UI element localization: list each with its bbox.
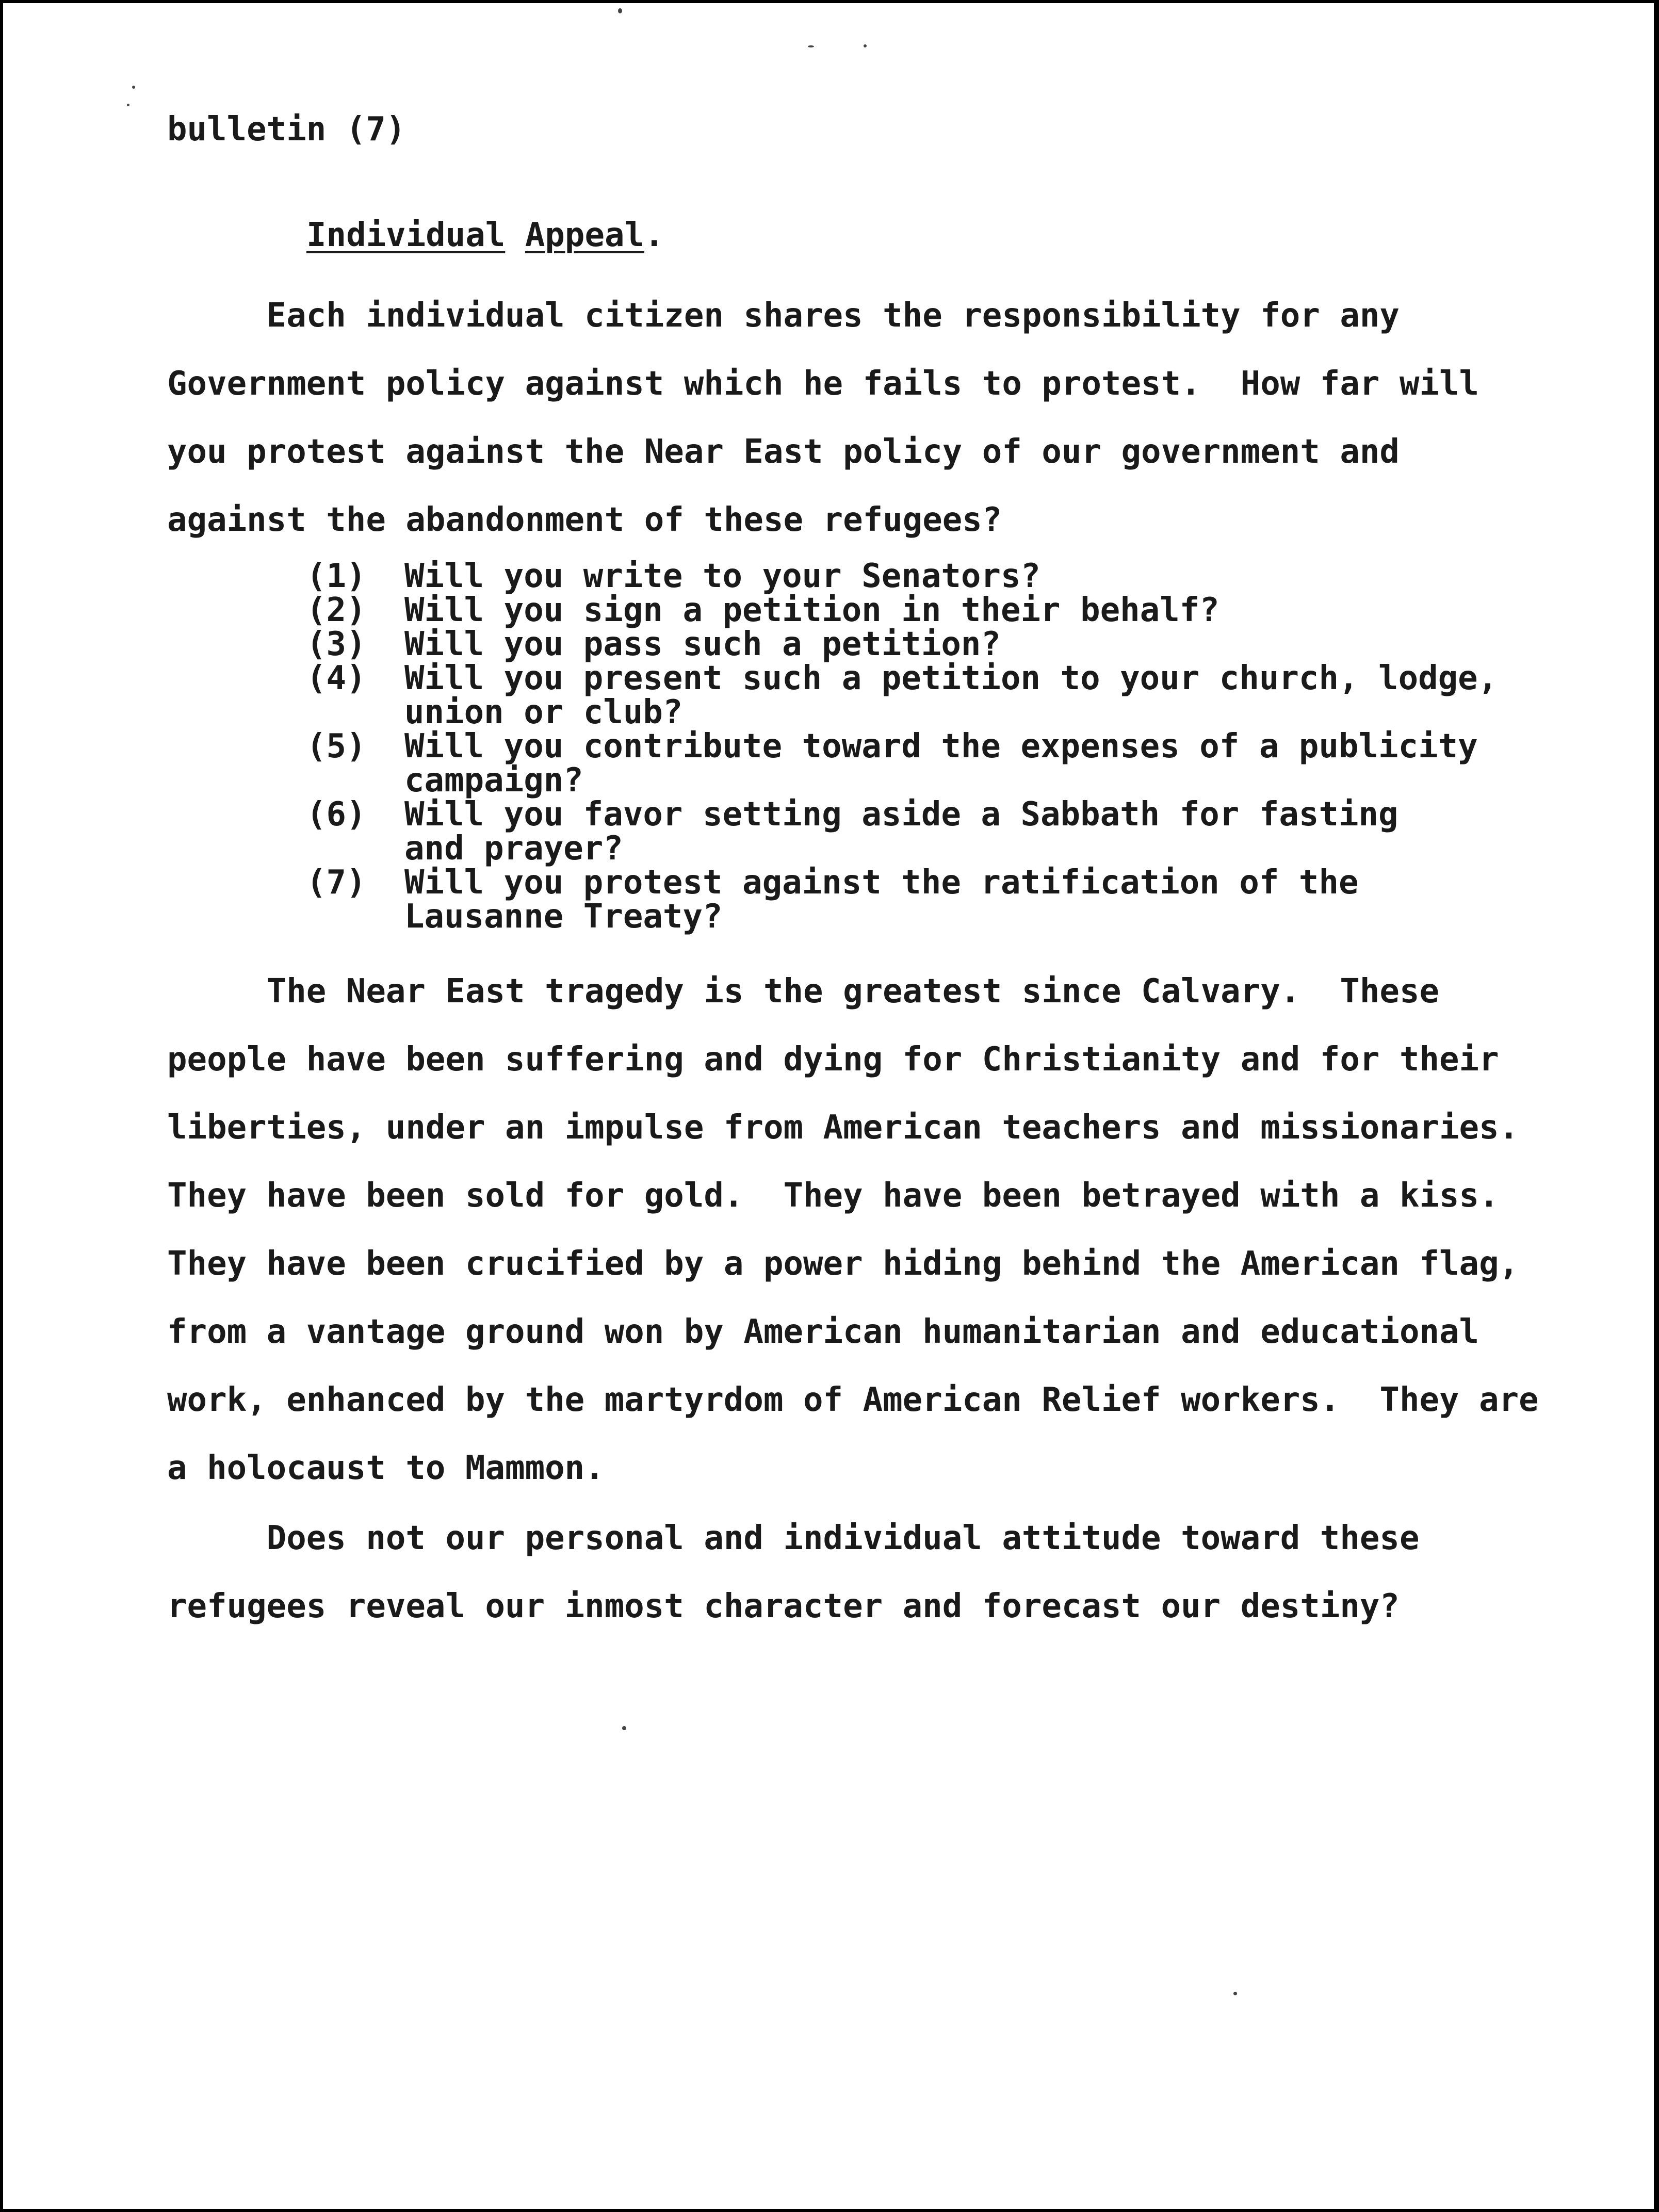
list-item [306, 661, 1498, 729]
paragraph-tragedy: The Near East tragedy is the greatest since Calvary. These people have been suffering and dying for Christianity and for their liberties, under an impulse from American teachers and missionaries. They have been sold for gold. They have been betrayed with a kiss. They have been crucified by a power hiding behind the American flag, from a vantage ground won by American humanitarian and educational work, enhanced by the martyrdom of American Relief workers. They are a holocaust to Mammon. [167, 972, 1539, 1487]
list-item [306, 627, 1498, 661]
list-item-number: (7) [306, 864, 366, 902]
list-item [306, 559, 1498, 593]
section-title [306, 215, 664, 256]
scan-speck [127, 104, 129, 106]
list-item [306, 729, 1498, 798]
list-item-text: Will you pass such a petition? [404, 625, 1001, 663]
scan-speck [864, 44, 867, 47]
list-item-text: Will you protest against the ratification of the Lausanne Treaty? [404, 864, 1359, 936]
paragraph-closing-question: Does not our personal and individual attitude toward these refugees reveal our inmost character and forecast our destiny? [167, 1519, 1420, 1625]
list-item-number: (4) [306, 659, 366, 697]
title-word-appeal: Appeal [525, 216, 645, 254]
title-word-individual: Individual [306, 216, 506, 254]
list-item-number: (6) [306, 795, 366, 834]
scan-speck [622, 1726, 626, 1730]
scan-speck [1233, 1992, 1237, 1995]
list-item [306, 866, 1498, 934]
paragraph-responsibility: Each individual citizen shares the responsibility for any Government policy against which he fails to protest. How far will you protest against the Near East policy of our government and against the abandonment of these refugees? [167, 297, 1479, 539]
list-item-text: Will you favor setting aside a Sabbath for fasting and prayer? [404, 795, 1398, 868]
list-item-text: Will you sign a petition in their behalf? [404, 591, 1219, 629]
list-item-text: Will you contribute toward the expenses of a publicity campaign? [404, 727, 1478, 800]
list-item-number: (2) [306, 591, 366, 629]
list-item [306, 593, 1498, 627]
list-item-text: Will you write to your Senators? [404, 557, 1040, 595]
scan-speck [132, 86, 135, 89]
list-item-number: (3) [306, 625, 366, 663]
list-item-number: (5) [306, 727, 366, 766]
question-list [306, 559, 1498, 934]
document-page [3, 3, 1654, 2209]
bulletin-header: bulletin (7) [167, 110, 406, 149]
list-item [306, 795, 1498, 868]
title-period: . [644, 216, 664, 254]
list-item-number: (1) [306, 557, 366, 595]
list-item-text: Will you present such a petition to your church, lodge, union or club? [404, 659, 1498, 731]
scan-speck [808, 45, 814, 47]
scan-speck [618, 8, 622, 13]
